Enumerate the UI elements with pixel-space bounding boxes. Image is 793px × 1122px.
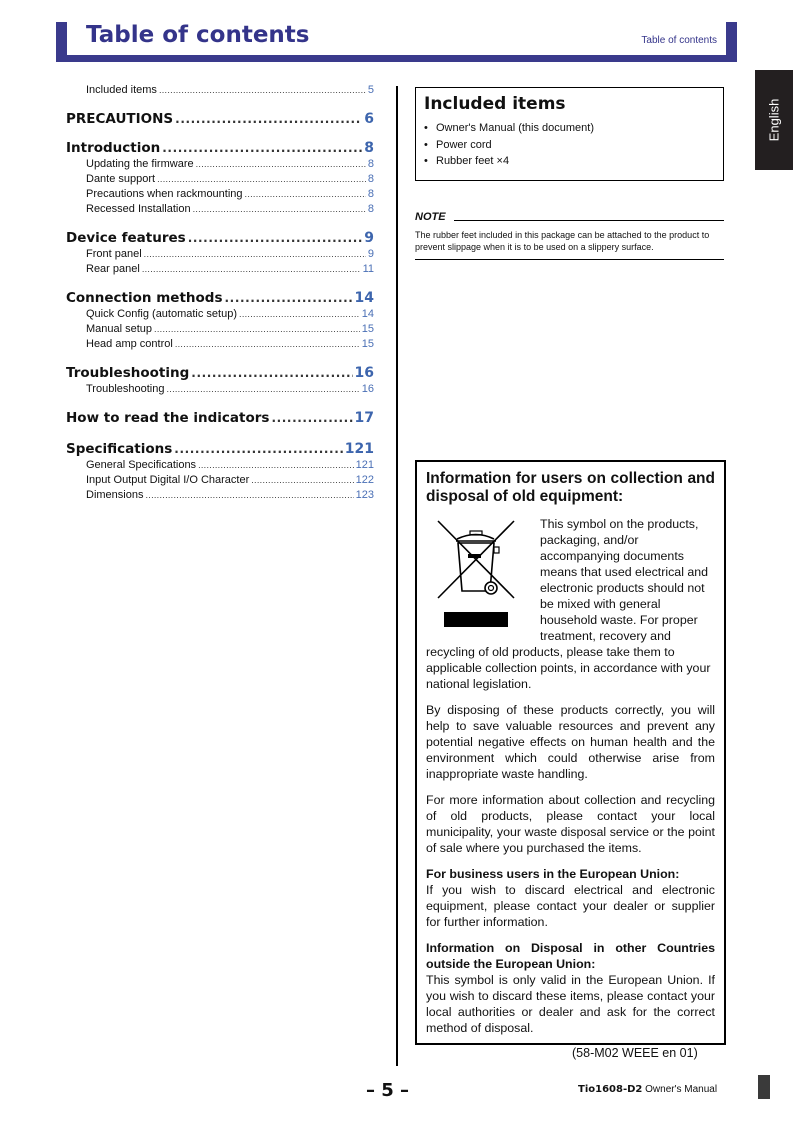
toc-page: 8 (367, 158, 374, 170)
included-items-title: Included items (424, 94, 566, 114)
toc-page: 9 (367, 248, 374, 260)
page-number: – 5 – (366, 1080, 410, 1101)
toc-entry[interactable]: PRECAUTIONS ..... 6 (66, 110, 374, 128)
toc-entry[interactable]: Quick Config (automatic setup) ..... 14 (66, 307, 374, 322)
toc-page: 122 (355, 474, 374, 486)
toc-page: 11 (362, 263, 374, 275)
toc-entry[interactable]: Troubleshooting ..... 16 (66, 364, 374, 382)
toc-page: 14 (361, 308, 374, 320)
weee-paragraph-outside-eu (426, 940, 715, 1036)
toc-page: 5 (367, 84, 374, 96)
running-head: Table of contents (641, 35, 717, 46)
weee-title: Information for users on collection and disposal of old equipment: (426, 470, 715, 505)
toc-page: 6 (364, 111, 374, 127)
crossed-out-wheelie-bin-icon (432, 516, 532, 636)
toc-page: 16 (354, 365, 374, 381)
toc-page: 8 (364, 140, 374, 156)
toc-page: 121 (344, 441, 374, 457)
toc-entry[interactable]: Front panel ..... 9 (66, 247, 374, 262)
toc-entry[interactable]: How to read the indicators ..... 17 (66, 409, 374, 427)
toc-entry[interactable]: Introduction ..... 8 (66, 139, 374, 157)
weee-outside-eu-heading: Information on Disposal in other Countries outside the European Union: (426, 941, 715, 971)
weee-outside-eu-text: This symbol is only valid in the European Union. If you wish to discard these items, please contact your local authorities or dealer and ask for the correct method of disposal. (426, 973, 715, 1035)
toc-page: 14 (354, 290, 374, 306)
footer-manual-title (578, 1084, 717, 1095)
toc-entry[interactable]: General Specifications ..... 121 (66, 458, 374, 473)
included-item: • Power cord (424, 137, 715, 154)
toc-page: 17 (354, 410, 374, 426)
included-item: • Owner's Manual (this document) (424, 120, 715, 137)
toc-page: 8 (367, 203, 374, 215)
included-items-box (415, 87, 724, 181)
header-frame-right (726, 22, 737, 62)
language-tab (755, 70, 793, 170)
toc-entry[interactable]: Updating the firmware ..... 8 (66, 157, 374, 172)
toc-page: 15 (361, 338, 374, 350)
weee-paragraph-benefits: By disposing of these products correctly, you will help to save valuable resources and prevent any potential negative effects on human health and the environment which could otherwise arise from inappropriate waste handling. (426, 703, 715, 781)
toc-page: 8 (367, 188, 374, 200)
column-divider (396, 86, 398, 1066)
weee-paragraph-symbol: This symbol on the products, packaging, and/or accompanying documents means that used electrical and electronic products should not be mixed with general household waste. For proper treatment, recovery and recycling of old products, please take them to applicable collection points, in accordance with your national legislation. (426, 517, 711, 691)
toc-entry[interactable]: Rear panel ..... 11 (66, 262, 374, 277)
toc-entry[interactable]: Dimensions ..... 123 (66, 488, 374, 503)
toc-page: 121 (355, 459, 374, 471)
toc-entry[interactable]: Included items ..... 5 (66, 83, 374, 98)
included-items-list (424, 120, 715, 170)
header-frame-bottom (56, 55, 737, 62)
toc-page: 8 (367, 173, 374, 185)
toc-entry[interactable]: Manual setup ..... 15 (66, 322, 374, 337)
footer-model: Tio1608-D2 (578, 1084, 643, 1095)
toc-entry[interactable]: Device features ..... 9 (66, 229, 374, 247)
toc-entry[interactable]: Precautions when rackmounting ..... 8 (66, 187, 374, 202)
toc-entry[interactable]: Input Output Digital I/O Character ..... 122 (66, 473, 374, 488)
page-title: Table of contents (86, 22, 310, 48)
toc-entry[interactable]: Head amp control ..... 15 (66, 337, 374, 352)
weee-info-box (415, 460, 726, 1045)
footer-marker (758, 1075, 770, 1099)
language-tab-label: English (766, 98, 782, 142)
weee-business-heading: For business users in the European Union: (426, 867, 680, 881)
toc-entry[interactable]: Dante support ..... 8 (66, 172, 374, 187)
weee-code: (58-M02 WEEE en 01) (572, 1046, 698, 1060)
toc-page: 16 (361, 383, 374, 395)
toc-page: 15 (361, 323, 374, 335)
footer-manual-label: Owner's Manual (642, 1084, 718, 1095)
weee-business-text: If you wish to discard electrical and electronic equipment, please contact your dealer or supplier for further information. (426, 883, 715, 929)
toc-page: 123 (355, 489, 374, 501)
toc-list (66, 83, 374, 503)
weee-paragraph-business (426, 866, 715, 930)
note-block (415, 211, 724, 260)
note-text: The rubber feet included in this package can be attached to the product to prevent slippage when it is to be used on a slippery surface. (415, 229, 724, 260)
toc-entry[interactable]: Specifications ..... 121 (66, 440, 374, 458)
toc-entry[interactable]: Troubleshooting ..... 16 (66, 382, 374, 397)
toc-entry[interactable]: Connection methods ..... 14 (66, 289, 374, 307)
toc-entry[interactable]: Recessed Installation ..... 8 (66, 202, 374, 217)
included-item: • Rubber feet ×4 (424, 153, 715, 170)
weee-paragraph-more-info: For more information about collection and recycling of old products, please contact your local municipality, your waste disposal service or the point of sale where you purchased the items. (426, 793, 715, 855)
toc-page: 9 (364, 230, 374, 246)
note-rule (454, 220, 724, 221)
note-label: NOTE (415, 211, 446, 223)
